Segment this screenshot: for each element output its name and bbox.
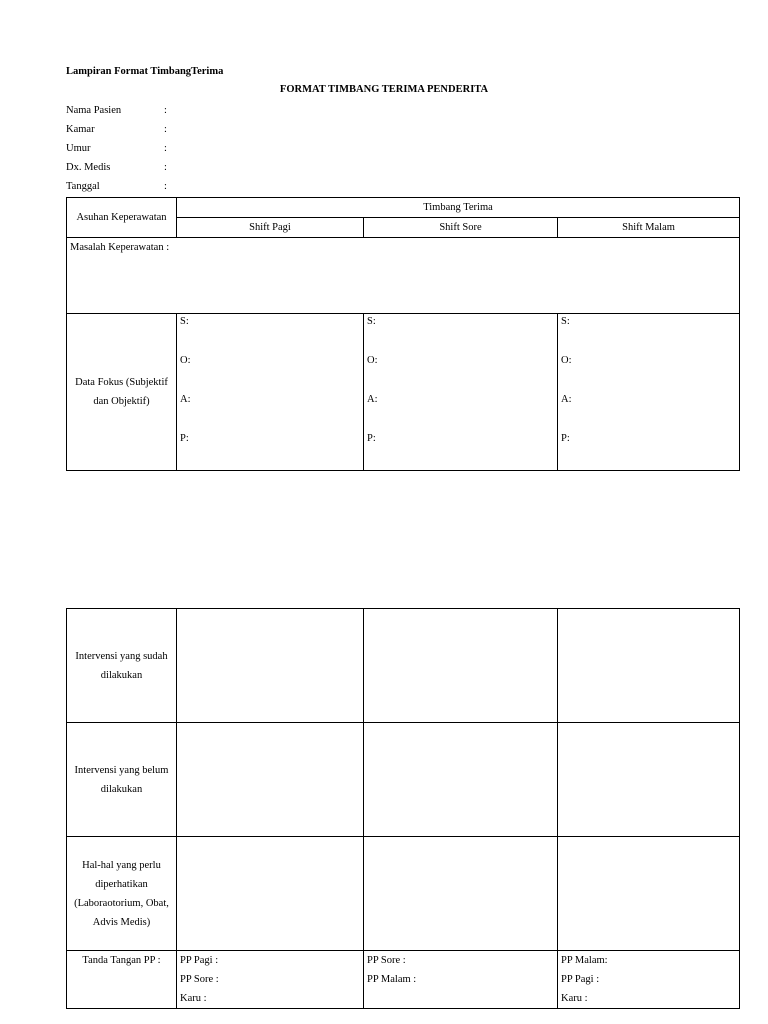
- identity-colon: :: [164, 162, 167, 173]
- soap-o: O:: [180, 355, 191, 366]
- identity-row-dx-medis: [66, 158, 167, 177]
- identity-row-nama-pasien: [66, 101, 167, 120]
- handover-table-top: [66, 197, 740, 471]
- intervensi-sudah-malam-cell[interactable]: [558, 609, 740, 723]
- soap-s: S:: [561, 316, 570, 327]
- intervensi-belum-sore-cell[interactable]: [364, 723, 558, 837]
- shift-pagi-header: Shift Pagi: [177, 218, 364, 238]
- identity-row-kamar: [66, 120, 167, 139]
- signature-line: PP Malam :: [367, 974, 417, 985]
- soap-cell-pagi[interactable]: [177, 314, 364, 471]
- hal-perlu-diperhatikan-label: Hal-hal yang perlu diperhatikan (Laboraotorium, Obat, Advis Medis): [67, 837, 177, 951]
- signature-line: Karu :: [180, 993, 207, 1004]
- masalah-keperawatan-cell[interactable]: Masalah Keperawatan :: [67, 238, 740, 314]
- soap-cell-sore[interactable]: [364, 314, 558, 471]
- signature-cell-sore[interactable]: [364, 951, 558, 1009]
- signature-line: Karu :: [561, 993, 588, 1004]
- identity-colon: :: [164, 124, 167, 135]
- signature-line: PP Pagi :: [561, 974, 600, 985]
- patient-identity-block: [66, 101, 167, 196]
- identity-colon: :: [164, 143, 167, 154]
- signature-line: PP Malam:: [561, 955, 608, 966]
- data-fokus-label: Data Fokus (Subjektif dan Objektif): [67, 314, 177, 471]
- shift-sore-header: Shift Sore: [364, 218, 558, 238]
- intervensi-belum-malam-cell[interactable]: [558, 723, 740, 837]
- form-title: FORMAT TIMBANG TERIMA PENDERITA: [279, 84, 489, 95]
- asuhan-keperawatan-header: Asuhan Keperawatan: [67, 198, 177, 238]
- soap-o: O:: [367, 355, 378, 366]
- identity-colon: :: [164, 181, 167, 192]
- identity-label: Umur: [66, 143, 91, 154]
- hal-perlu-sore-cell[interactable]: [364, 837, 558, 951]
- signature-line: PP Pagi :: [180, 955, 219, 966]
- soap-a: A:: [367, 394, 378, 405]
- tanda-tangan-label: Tanda Tangan PP :: [67, 951, 177, 1009]
- attachment-caption: Lampiran Format TimbangTerima: [66, 66, 224, 77]
- soap-p: P:: [180, 433, 189, 444]
- soap-a: A:: [180, 394, 191, 405]
- intervensi-sudah-label: Intervensi yang sudah dilakukan: [67, 609, 177, 723]
- soap-o: O:: [561, 355, 572, 366]
- hal-perlu-pagi-cell[interactable]: [177, 837, 364, 951]
- intervensi-sudah-pagi-cell[interactable]: [177, 609, 364, 723]
- soap-s: S:: [367, 316, 376, 327]
- shift-malam-header: Shift Malam: [558, 218, 740, 238]
- signature-cell-malam[interactable]: [558, 951, 740, 1009]
- identity-label: Nama Pasien: [66, 105, 122, 116]
- soap-p: P:: [367, 433, 376, 444]
- soap-s: S:: [180, 316, 189, 327]
- signature-line: PP Sore :: [180, 974, 219, 985]
- identity-label: Kamar: [66, 124, 95, 135]
- signature-line: PP Sore :: [367, 955, 406, 966]
- intervensi-belum-label: Intervensi yang belum dilakukan: [67, 723, 177, 837]
- soap-p: P:: [561, 433, 570, 444]
- identity-row-tanggal: [66, 177, 167, 196]
- identity-colon: :: [164, 105, 167, 116]
- identity-row-umur: [66, 139, 167, 158]
- handover-table-bottom: [66, 608, 740, 1009]
- identity-label: Dx. Medis: [66, 162, 111, 173]
- soap-cell-malam[interactable]: [558, 314, 740, 471]
- intervensi-belum-pagi-cell[interactable]: [177, 723, 364, 837]
- soap-a: A:: [561, 394, 572, 405]
- hal-perlu-malam-cell[interactable]: [558, 837, 740, 951]
- intervensi-sudah-sore-cell[interactable]: [364, 609, 558, 723]
- timbang-terima-header: Timbang Terima: [177, 198, 740, 218]
- signature-cell-pagi[interactable]: [177, 951, 364, 1009]
- identity-label: Tanggal: [66, 181, 100, 192]
